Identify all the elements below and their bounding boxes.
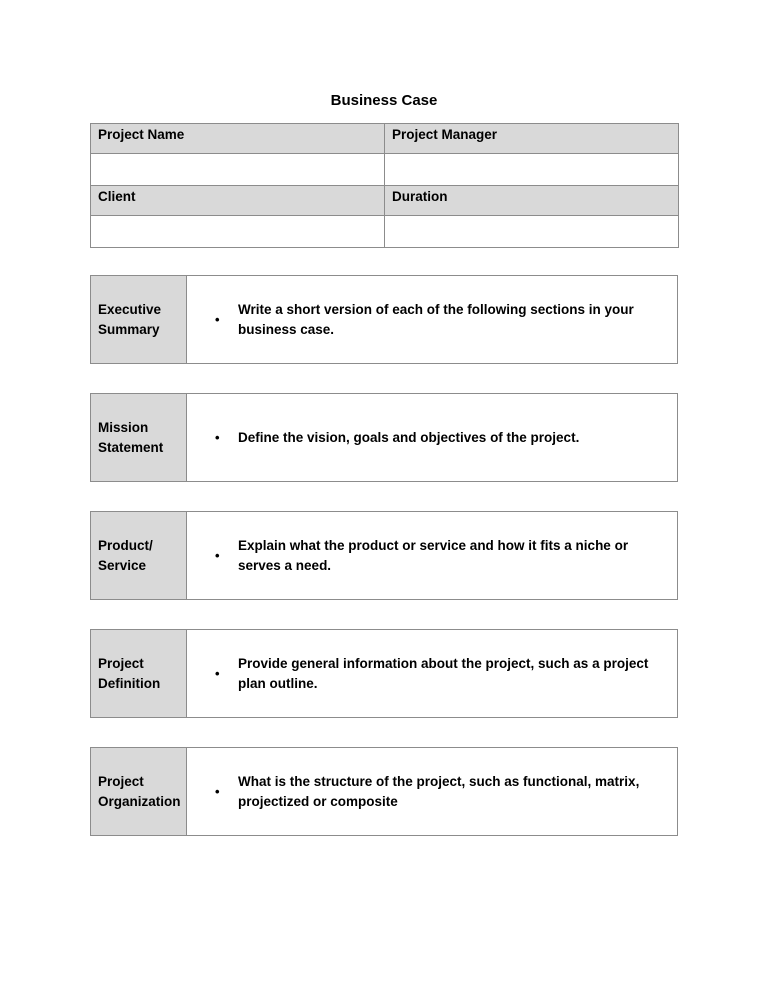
client-label: Client bbox=[91, 186, 385, 216]
section-text: Write a short version of each of the following sections in your business case. bbox=[238, 301, 634, 337]
section-body[interactable] bbox=[187, 394, 677, 481]
section-label-line: Organization bbox=[98, 793, 181, 809]
section-text: Explain what the product or service and how it fits a niche or serves a need. bbox=[238, 537, 629, 573]
section-mission-statement bbox=[90, 393, 678, 482]
section-label-line: Project bbox=[98, 773, 144, 789]
section-label-line: Definition bbox=[98, 675, 161, 691]
document-title: Business Case bbox=[330, 92, 438, 109]
project-manager-label: Project Manager bbox=[385, 124, 679, 154]
section-label bbox=[91, 748, 187, 835]
section-label bbox=[91, 276, 187, 363]
bullet-icon: • bbox=[215, 666, 220, 681]
bullet-icon: • bbox=[215, 312, 220, 327]
section-label-line: Summary bbox=[98, 321, 160, 337]
section-product-service bbox=[90, 511, 678, 600]
section-body[interactable] bbox=[187, 630, 677, 717]
client-field[interactable] bbox=[91, 216, 385, 248]
section-label-line: Mission bbox=[98, 419, 149, 435]
duration-label: Duration bbox=[385, 186, 679, 216]
bullet-icon: • bbox=[215, 430, 220, 445]
section-text: Provide general information about the project, such as a project plan outline. bbox=[238, 655, 649, 691]
section-label-line: Executive bbox=[98, 301, 162, 317]
section-body[interactable] bbox=[187, 276, 677, 363]
project-manager-field[interactable] bbox=[385, 154, 679, 186]
section-label bbox=[91, 394, 187, 481]
section-body[interactable] bbox=[187, 748, 677, 835]
section-label-line: Project bbox=[98, 655, 144, 671]
section-text: What is the structure of the project, such as functional, matrix, projectized or composite bbox=[238, 773, 640, 809]
project-info-table bbox=[90, 123, 679, 248]
section-label-line: Service bbox=[98, 557, 147, 573]
section-label bbox=[91, 512, 187, 599]
section-label-line: Product/ bbox=[98, 537, 153, 553]
section-body[interactable] bbox=[187, 512, 677, 599]
section-executive-summary bbox=[90, 275, 678, 364]
section-project-definition bbox=[90, 629, 678, 718]
project-name-field[interactable] bbox=[91, 154, 385, 186]
duration-field[interactable] bbox=[385, 216, 679, 248]
bullet-icon: • bbox=[215, 548, 220, 563]
project-name-label: Project Name bbox=[91, 124, 385, 154]
section-label-line: Statement bbox=[98, 439, 164, 455]
section-project-organization bbox=[90, 747, 678, 836]
section-label bbox=[91, 630, 187, 717]
section-text: Define the vision, goals and objectives of the project. bbox=[238, 429, 580, 445]
bullet-icon: • bbox=[215, 784, 220, 799]
